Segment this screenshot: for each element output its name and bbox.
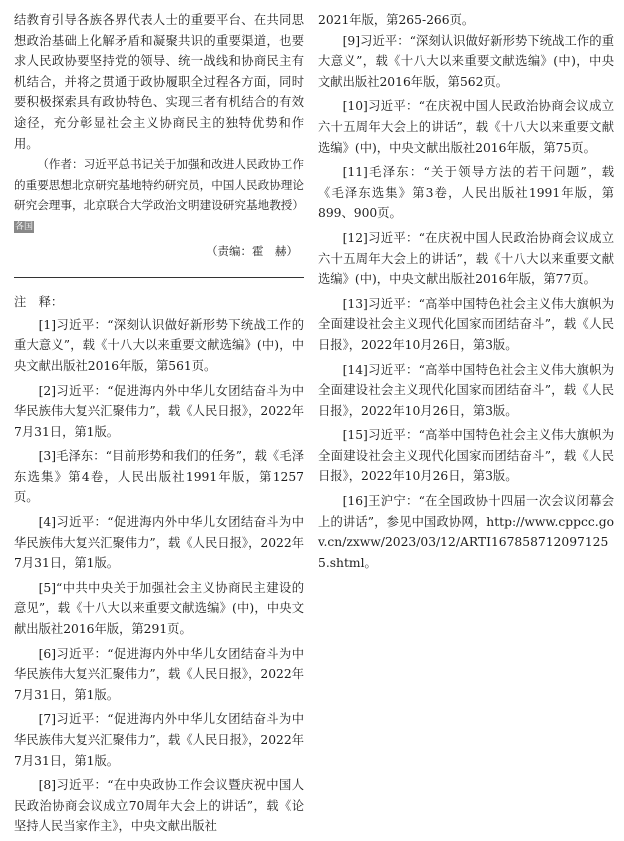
reference-item: [3]毛泽东：“目前形势和我们的任务”，载《毛泽东选集》第4卷，人民出版社1991年版，第1257页。	[14, 449, 304, 505]
reference-item: [11]毛泽东：“关于领导方法的若干问题”，载《毛泽东选集》第3卷，人民出版社1991年版，第899、900页。	[318, 165, 614, 221]
body-paragraph: 结教育引导各族各界代表人士的重要平台、在共同思想政治基础上化解矛盾和凝聚共识的重要渠道，也要求人民政协要坚持党的领导、统一战线和协商民主有机结合，并将之贯通于政协履职全过程各方面，同时要积极探索具有政协特色、实现三者有机结合的有效途径，充分彰显社会主义协商民主的独特优势和作用。	[14, 13, 304, 151]
author-note-text: （作者：习近平总书记关于加强和改进人民政协工作的重要思想北京研究基地特约研究员，中国人民政协理论研究会理事，北京联合大学政治文明建设研究基地教授）	[14, 157, 304, 213]
reference-item: [13]习近平：“高举中国特色社会主义伟大旗帜为全面建设社会主义现代化国家而团结奋斗”，载《人民日报》，2022年10月26日，第3版。	[318, 296, 614, 352]
notes-title: 注 释：	[14, 295, 64, 310]
reference-item: [9]习近平：“深刻认识做好新形势下统战工作的重大意义”，载《十八大以来重要文献选编》(中)，中央文献出版社2016年版，第562页。	[318, 33, 614, 89]
editor-credit: （责编：霍 赫）	[206, 243, 298, 258]
reference-item: [8]习近平：“在中央政协工作会议暨庆祝中国人民政治协商会议成立70周年大会上的讲话”，载《论坚持人民当家作主》，中央文献出版社	[14, 778, 304, 834]
author-note	[14, 154, 304, 236]
right-column	[318, 10, 614, 577]
reference-item: [12]习近平：“在庆祝中国人民政治协商会议成立六十五周年大会上的讲话”，载《十八大以来重要文献选编》(中)，中央文献出版社2016年版，第77页。	[318, 230, 614, 287]
reference-item: [4]习近平：“促进海内外中华儿女团结奋斗为中华民族伟大复兴汇聚伟力”，载《人民日报》，2022年7月31日，第1版。	[14, 515, 304, 571]
left-column	[14, 10, 304, 841]
magazine-logo: 各国	[15, 221, 34, 232]
reference-item: [1]习近平：“深刻认识做好新形势下统战工作的重大意义”，载《十八大以来重要文献选编》(中)，中央文献出版社2016年版，第561页。	[14, 317, 304, 373]
reference-item: [5]“中共中央关于加强社会主义协商民主建设的意见”，载《十八大以来重要文献选编》(中)，中央文献出版社2016年版，第291页。	[14, 580, 304, 637]
reference-item: [6]习近平：“促进海内外中华儿女团结奋斗为中华民族伟大复兴汇聚伟力”，载《人民日报》，2022年7月31日，第1版。	[14, 646, 304, 702]
divider	[14, 277, 304, 278]
reference-item: [10]习近平：“在庆祝中国人民政治协商会议成立六十五周年大会上的讲话”，载《十八大以来重要文献选编》(中)，中央文献出版社2016年版，第75页。	[318, 99, 614, 155]
reference-item: [15]习近平：“高举中国特色社会主义伟大旗帜为全面建设社会主义现代化国家而团结奋斗”，载《人民日报》，2022年10月26日，第3版。	[318, 428, 614, 484]
reference-item: [2]习近平：“促进海内外中华儿女团结奋斗为中华民族伟大复兴汇聚伟力”，载《人民日报》，2022年7月31日，第1版。	[14, 383, 304, 439]
reference-continuation: 2021年版，第265-266页。	[318, 13, 475, 27]
reference-item: [16]王沪宁：“在全国政协十四届一次会议闭幕会上的讲话”，参见中国政协网，http://www.cppcc.gov.cn/zxww/2023/03/12/ARTI1678587120971255.shtml。	[318, 494, 614, 570]
reference-item: [14]习近平：“高举中国特色社会主义伟大旗帜为全面建设社会主义现代化国家而团结奋斗”，载《人民日报》，2022年10月26日，第3版。	[318, 362, 614, 418]
reference-item: [7]习近平：“促进海内外中华儿女团结奋斗为中华民族伟大复兴汇聚伟力”，载《人民日报》，2022年7月31日，第1版。	[14, 712, 304, 768]
